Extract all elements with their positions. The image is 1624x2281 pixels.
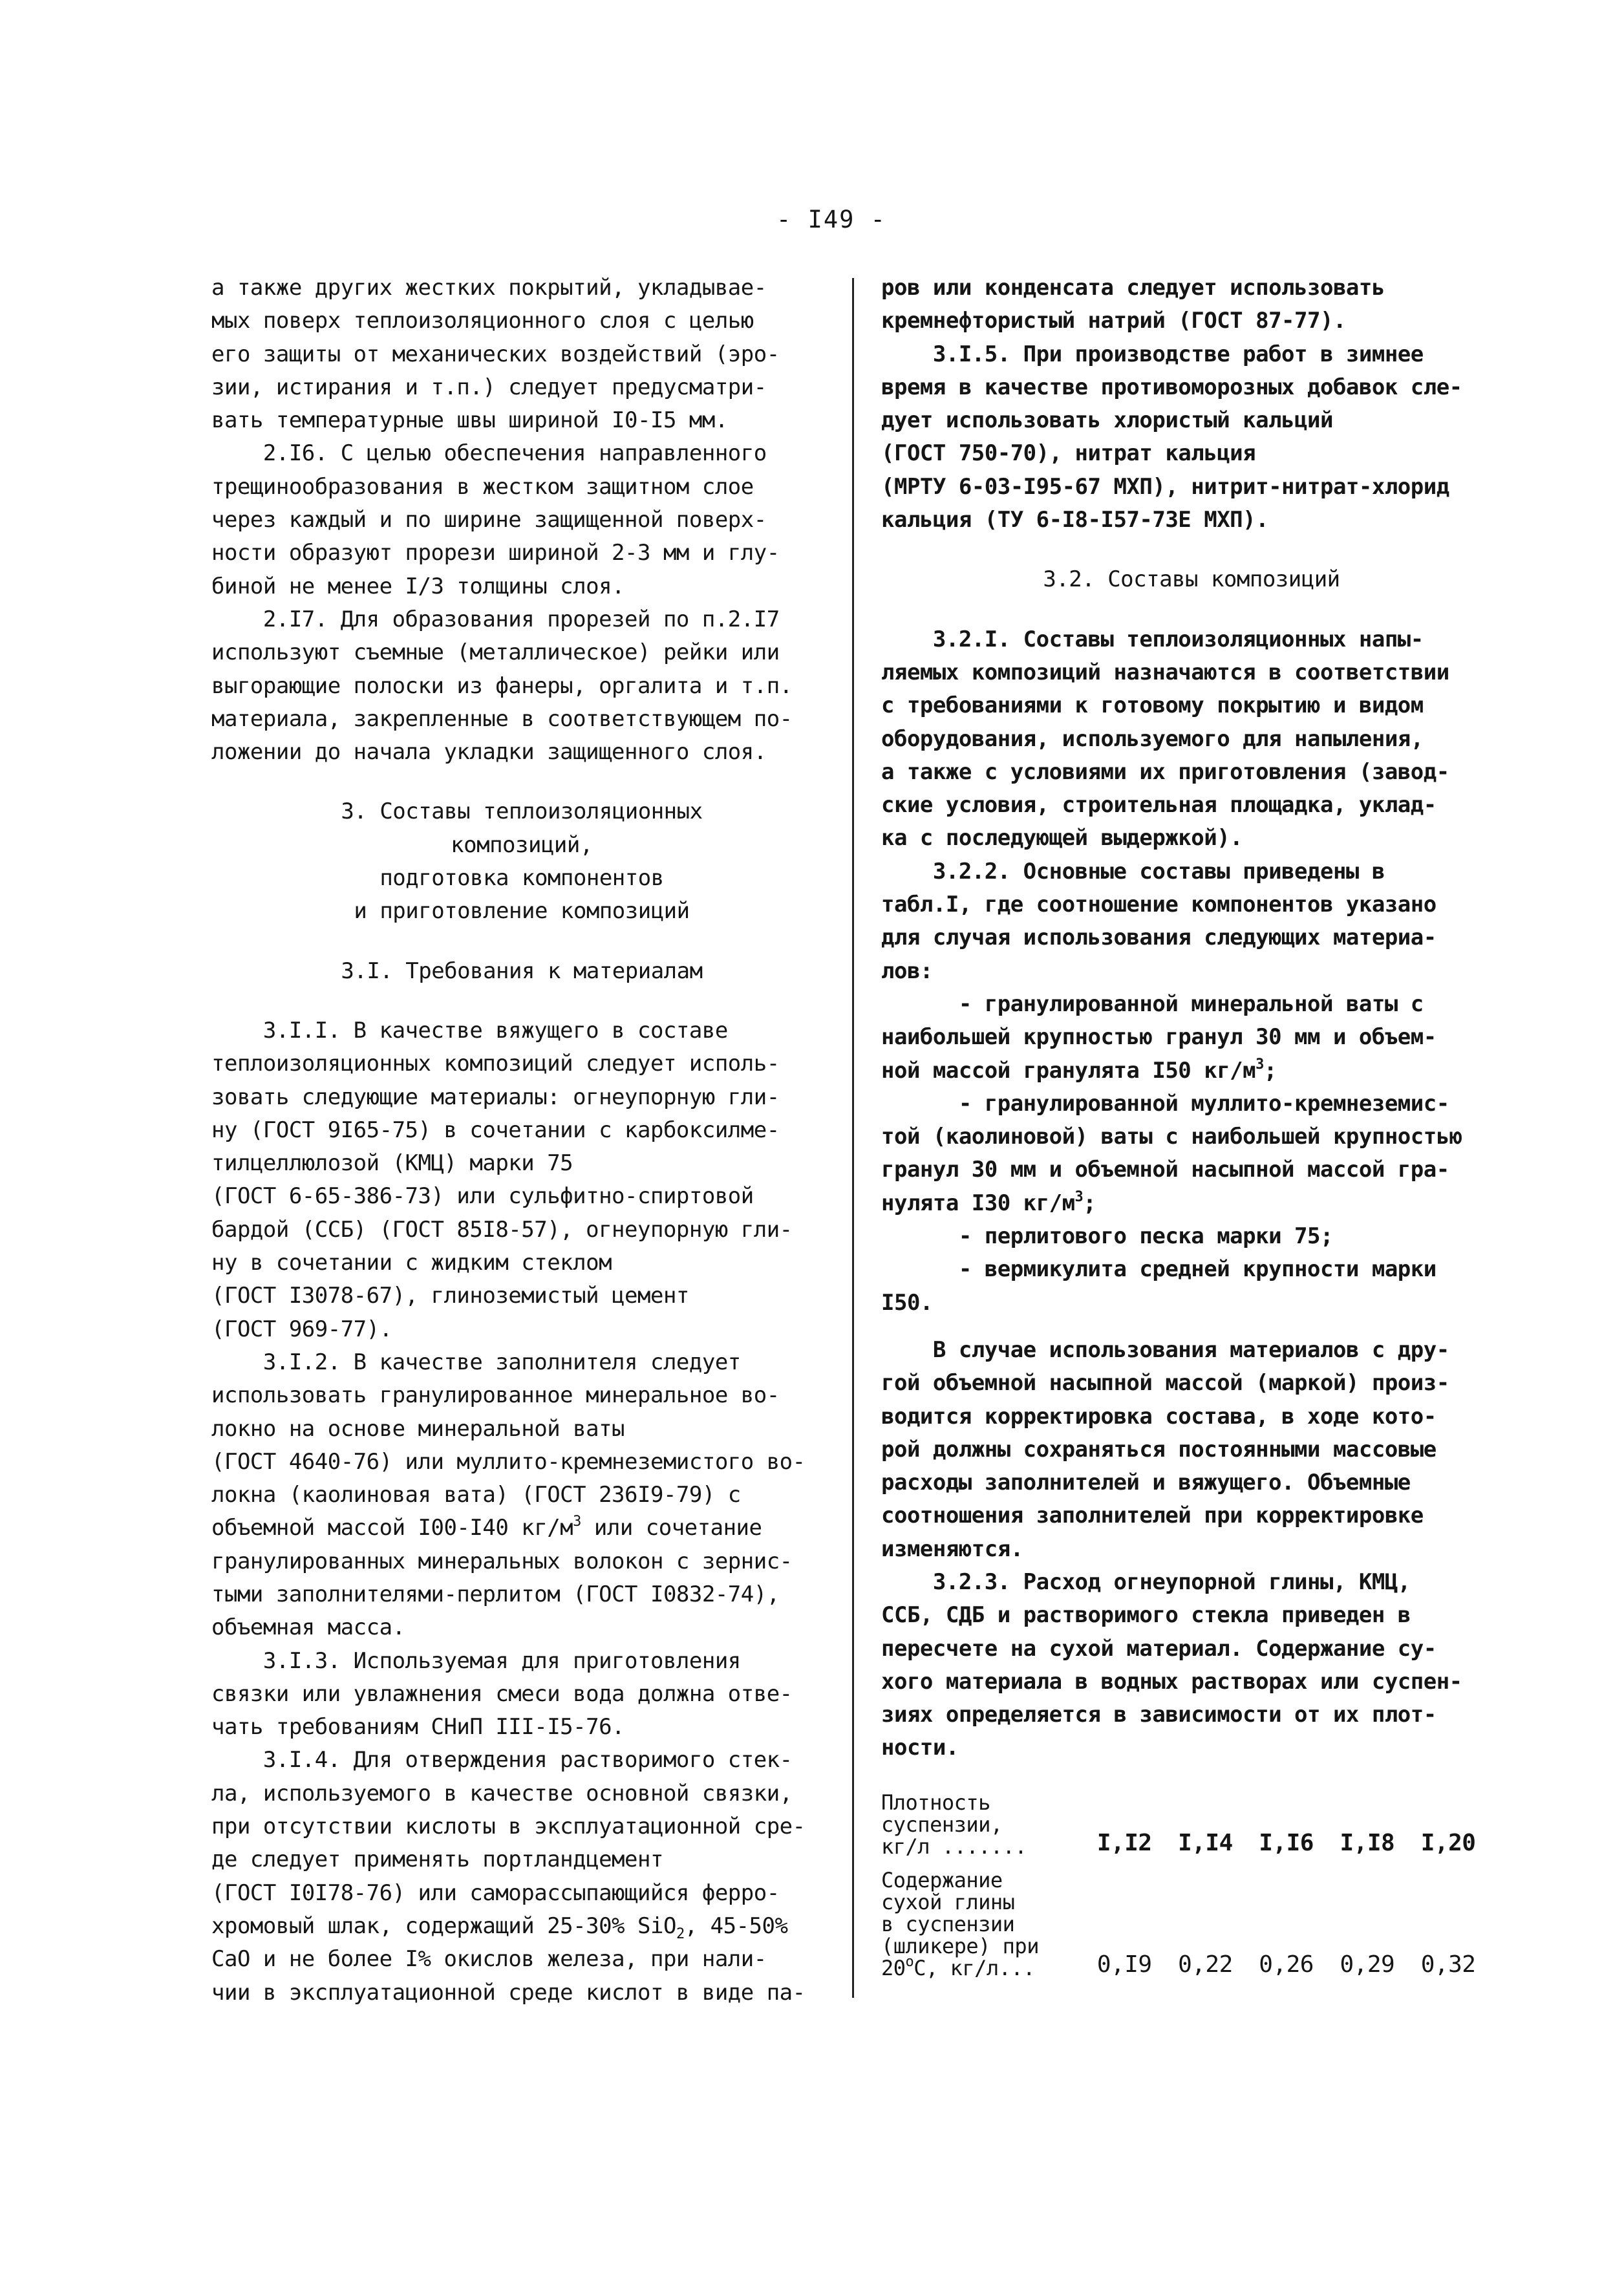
spacer (881, 597, 1502, 623)
text-fragment: С, кг/л... (914, 1955, 1035, 1980)
left-text-block-b (211, 1014, 832, 1545)
chemical-formula-cao: CaO (211, 1946, 250, 1973)
text-line: 3.2.I. Составы теплоизоляционных напы- (881, 626, 1424, 652)
text-line: 3.I.2. В качестве заполнителя следует (211, 1349, 741, 1375)
text-line: использовать гранулированное минеральное во- (211, 1382, 780, 1409)
spacer (211, 769, 832, 795)
section-title-line: 3. Составы теплоизоляционных (341, 798, 703, 825)
table-row (881, 1792, 1502, 1869)
spacer (881, 1320, 1502, 1334)
text-line: трещинообразования в жестком защитном слое (211, 473, 754, 500)
table-cell: I,I2 (1096, 1829, 1152, 1856)
table-cell: 0,32 (1420, 1951, 1476, 1978)
text-line: ности образуют прорези шириной 2-3 мм и глу- (211, 540, 780, 566)
text-line: тилцеллюлозой (КМЦ) марки 75 (211, 1150, 573, 1177)
text-line: локно на основе минеральной ваты (211, 1415, 625, 1442)
table-cell: 0,I9 (1096, 1951, 1152, 1978)
text-line: пересчете на сухой материал. Содержание су- (881, 1635, 1437, 1662)
text-line: ла, используемого в качестве основной связки, (211, 1780, 793, 1806)
density-table (881, 1792, 1502, 1979)
text-line: соотношения заполнителей при корректировке (881, 1503, 1424, 1529)
text-line: - перлитового песка марки 75; (881, 1223, 1333, 1250)
text-line: (ГОСТ I0I78-76) или саморассыпающийся ферро- (211, 1879, 780, 1906)
text-line: той (каолиновой) ваты с наибольшей крупностью (881, 1124, 1462, 1150)
text-line: ляемых композиций назначаются в соответствии (881, 659, 1449, 685)
text-line: выгорающие полоски из фанеры, оргалита и т.п. (211, 672, 793, 699)
left-text-block-a (211, 272, 832, 769)
superscript: 3 (1255, 1056, 1264, 1073)
text-line: ССБ, СДБ и растворимого стекла приведен в (881, 1602, 1411, 1629)
superscript: 3 (1074, 1188, 1084, 1205)
text-line (211, 1910, 832, 1943)
text-line: (ГОСТ I3078-67), глиноземистый цемент (211, 1283, 689, 1309)
section-title-line: и приготовление композиций (354, 898, 690, 925)
text-line: (ГОСТ 4640-76) или муллито-кремнеземистого во- (211, 1448, 806, 1475)
text-fragment: Содержание сухой глины в суспензии (шликере) при 20 (881, 1867, 1039, 1980)
superscript: 3 (573, 1514, 581, 1530)
text-line: материала, закрепленные в соответствующем по- (211, 705, 793, 732)
text-line: бардой (ССБ) (ГОСТ 85I8-57), огнеупорную гли- (211, 1216, 793, 1243)
text-line: ка с последующей выдержкой). (881, 825, 1243, 851)
text-line: через каждый и по ширине защищенной поверх- (211, 507, 767, 533)
text-line: - гранулированной муллито-кремнеземис- (881, 1090, 1449, 1117)
text-line: лов: (881, 958, 933, 984)
text-line: его защиты от механических воздействий (эро- (211, 341, 780, 367)
spacer (881, 537, 1502, 563)
table-cell: I,I6 (1259, 1829, 1314, 1856)
section-title-line: композиций, (451, 831, 593, 858)
text-line: (ГОСТ 969-77). (211, 1316, 392, 1342)
text-line: - вермикулита средней крупности марки (881, 1256, 1437, 1283)
text-line: 2.I6. С целью обеспечения направленного (211, 440, 767, 467)
text-line: гой объемной насыпной массой (маркой) произ- (881, 1370, 1449, 1397)
text-line: локна (каолиновая вата) (ГОСТ 236I9-79) с (211, 1482, 741, 1508)
text-line: мых поверх теплоизоляционного слоя с целью (211, 308, 754, 334)
text-line: объемная масса. (211, 1614, 405, 1641)
left-text-block-c (211, 1545, 832, 2009)
text-line: (ГОСТ 750-70), нитрат кальция (881, 440, 1256, 467)
text-line: 2.I7. Для образования прорезей по п.2.I7 (211, 606, 780, 632)
text-line: 3.I.I. В качестве вяжущего в составе (211, 1017, 728, 1044)
text-line: де следует применять портландцемент (211, 1847, 663, 1873)
column-divider (852, 278, 854, 1998)
text-line: дует использовать хлористый кальций (881, 407, 1333, 434)
text-line (881, 1187, 1502, 1220)
superscript: о (905, 1953, 914, 1970)
table-cell: 0,29 (1340, 1951, 1395, 1978)
text-line: используют съемные (металлическое) рейки или (211, 639, 780, 666)
text-line: тыми заполнителями-перлитом (ГОСТ I0832-74), (211, 1581, 780, 1607)
text-fragment: нулята I30 кг/м (881, 1190, 1075, 1216)
table-row (881, 1869, 1502, 1979)
text-line: ложении до начала укладки защищенного слоя. (211, 739, 767, 766)
text-line: 3.I.4. Для отверждения растворимого стек- (211, 1747, 793, 1773)
text-line: 3.2.2. Основные составы приведены в (881, 858, 1385, 884)
text-fragment: и не более I% окислов железа, при нали- (250, 1946, 767, 1973)
text-line: биной не менее I/3 толщины слоя. (211, 573, 625, 599)
text-line: I50. (881, 1289, 933, 1316)
text-line: чать требованиям СНиП III-I5-76. (211, 1714, 625, 1740)
text-line: чии в эксплуатационной среде кислот в виде па- (211, 1979, 806, 2006)
text-line: связки или увлажнения смеси вода должна отве- (211, 1680, 793, 1707)
text-line: теплоизоляционных композиций следует исполь- (211, 1051, 780, 1077)
text-line: В случае использования материалов с дру- (881, 1336, 1449, 1363)
right-text-block-a (881, 272, 1502, 537)
spacer (881, 1765, 1502, 1792)
text-line: гранулированных минеральных волокон с зернис- (211, 1548, 793, 1574)
left-column (211, 272, 832, 2009)
text-line: наибольшей крупностью гранул 30 мм и объем- (881, 1024, 1437, 1051)
text-line: (МРТУ 6-03-I95-67 МХП), нитрит-нитрат-хлорид (881, 473, 1449, 500)
text-line: ну в сочетании с жидким стеклом (211, 1250, 612, 1276)
text-line: при отсутствии кислоты в эксплуатационной сре- (211, 1814, 806, 1840)
section-3-title (211, 795, 832, 928)
text-line: - гранулированной минеральной ваты с (881, 991, 1424, 1017)
text-line: оборудования, используемого для напыления, (881, 725, 1424, 752)
text-fragment: , 45-50% (684, 1912, 788, 1939)
table-cell: I,I4 (1178, 1829, 1233, 1856)
section-title-line: подготовка компонентов (379, 865, 664, 892)
text-line: расходы заполнителей и вяжущего. Объемные (881, 1470, 1411, 1496)
subsection-3-2-title: 3.2. Составы композиций (1043, 566, 1340, 593)
text-fragment: ; (1263, 1057, 1277, 1084)
text-line: рой должны сохраняться постоянными массовые (881, 1436, 1437, 1462)
text-fragment: или сочетание (581, 1515, 762, 1541)
right-text-block-b (881, 623, 1502, 1765)
text-line: вать температурные швы шириной I0-I5 мм. (211, 407, 728, 434)
text-line: (ГОСТ 6-65-386-73) или сульфитно-спиртовой (211, 1183, 754, 1210)
text-line: ские условия, строительная площадка, уклад- (881, 792, 1437, 819)
spacer (211, 988, 832, 1014)
text-line (211, 1512, 832, 1545)
spacer (211, 928, 832, 955)
subsection-3-1-title: 3.I. Требования к материалам (341, 958, 703, 984)
row-label-density: Плотность суспензии, кг/л ....... (881, 1790, 1027, 1859)
text-line: табл.I, где соотношение компонентов указано (881, 892, 1437, 918)
text-line: изменяются. (881, 1536, 1023, 1562)
page-number: - I49 - (776, 206, 886, 233)
text-line: 3.2.3. Расход огнеупорной глины, КМЦ, (881, 1569, 1411, 1595)
text-line: кремнефтористый натрий (ГОСТ 87-77). (881, 308, 1346, 334)
text-line (211, 1943, 832, 1976)
chemical-formula-sio2: SiO (637, 1912, 676, 1939)
text-fragment: ; (1083, 1190, 1096, 1216)
text-line: водится корректировка состава, в ходе кото- (881, 1403, 1437, 1430)
text-line: с требованиями к готовому покрытию и видом (881, 692, 1424, 719)
text-line: кальция (ТУ 6-I8-I57-73Е МХП). (881, 507, 1269, 533)
text-line (881, 1055, 1502, 1087)
text-line: время в качестве противоморозных добавок сле- (881, 374, 1462, 400)
text-line: зовать следующие материалы: огнеупорную гли- (211, 1084, 780, 1110)
text-line: зиях определяется в зависимости от их плот- (881, 1702, 1437, 1728)
text-fragment: ной массой гранулята I50 кг/м (881, 1057, 1256, 1084)
text-line: а также с условиями их приготовления (завод- (881, 758, 1449, 785)
text-line: ну (ГОСТ 9I65-75) в сочетании с карбоксилме- (211, 1117, 780, 1143)
text-line: ров или конденсата следует использовать (881, 275, 1385, 301)
subscript: 2 (676, 1925, 685, 1942)
table-cell: I,I8 (1340, 1829, 1395, 1856)
table-cell: I,20 (1420, 1829, 1476, 1856)
text-line: ности. (881, 1735, 959, 1761)
table-cell: 0,22 (1178, 1951, 1233, 1978)
table-cell: 0,26 (1259, 1951, 1314, 1978)
row-label-clay-content (881, 1869, 1097, 1979)
text-line: зии, истирания и т.п.) следует предусматри- (211, 374, 767, 400)
text-line: гранул 30 мм и объемной насыпной массой гра- (881, 1157, 1449, 1183)
text-line: для случая использования следующих материа- (881, 925, 1437, 951)
text-fragment: хромовый шлак, содержащий 25-30% (211, 1912, 638, 1939)
text-fragment: объемной массой I00-I40 кг/м (211, 1515, 573, 1541)
text-line: 3.I.5. При производстве работ в зимнее (881, 341, 1424, 367)
text-line: а также других жестких покрытий, укладывае- (211, 275, 767, 301)
text-line: 3.I.3. Используемая для приготовления (211, 1647, 741, 1674)
right-column (881, 272, 1502, 1979)
text-line: хого материала в водных растворах или суспен- (881, 1668, 1462, 1695)
